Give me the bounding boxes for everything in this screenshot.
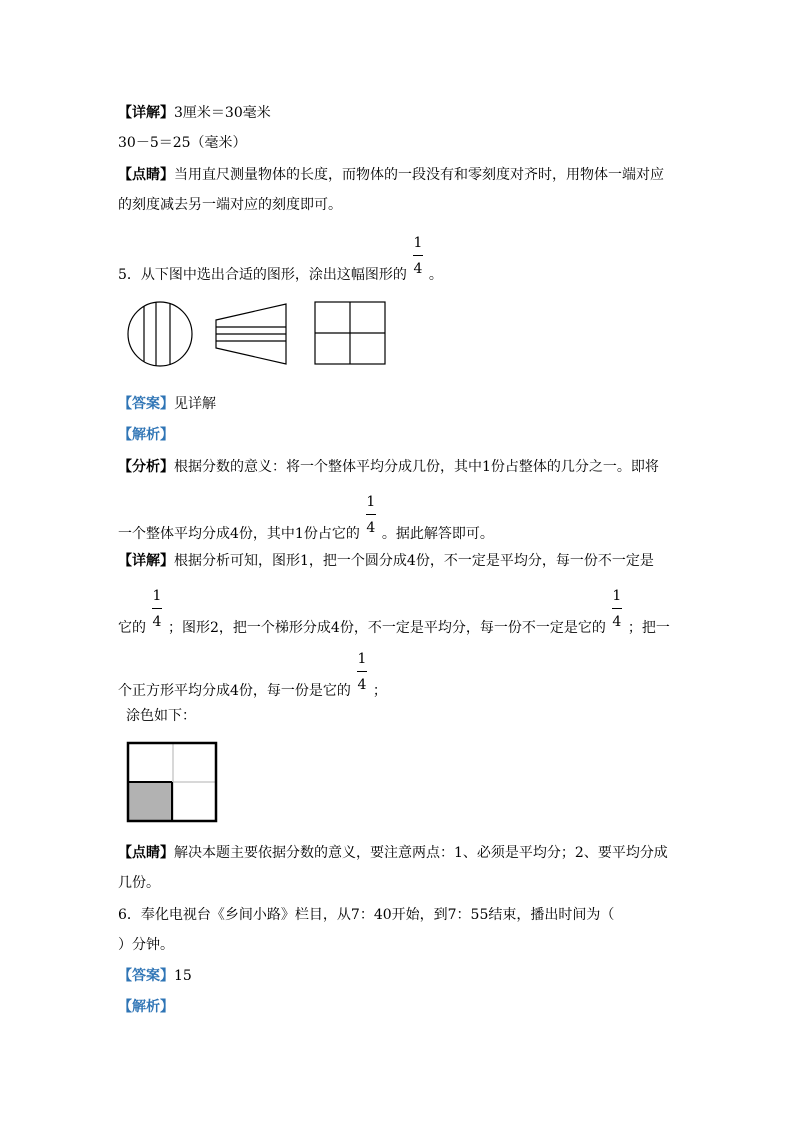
shape-options-figure [118,292,408,372]
text: 见详解 [174,396,216,412]
analyze-tag: 【分析】 [118,459,174,475]
detail-tag: 【详解】 [118,105,174,121]
point-tag: 【点睛】 [118,845,174,861]
point-line-2: 的刻度减去另一端对应的刻度即可。 [118,197,342,213]
text: ； [372,683,387,699]
question-6-line-1: 6．奉化电视台《乡间小路》栏目，从7：40开始，到7：55结束，播出时间为（ [118,907,615,923]
fraction-one-quarter [150,588,164,632]
text: 根据分数的意义：将一个整体平均分成几份，其中1份占整体的几分之一。即将 [174,459,659,475]
text: 15 [174,968,192,984]
detail-line-3 [118,551,654,571]
detail-tag: 【详解】 [118,553,174,569]
fraction-bar [152,608,162,609]
denominator: 4 [357,677,367,693]
answer-line-6 [118,966,192,986]
analysis-line [118,425,174,445]
answer-tag: 【答案】 [118,396,174,412]
point-line-4: 几份。 [118,875,160,891]
fraction-bar [357,671,367,672]
numerator: 1 [357,651,367,667]
text: 。 [428,267,443,283]
text: 一个整体平均分成4份，其中1份占它的 [118,526,360,542]
text: ；图形2，把一个梯形分成4份，不一定是平均分，每一份不一定是它的 [168,620,606,636]
fraction-one-quarter [610,588,624,632]
text: 根据分析可知，图形1，把一个圆分成4份，不一定是平均分，每一份不一定是 [174,553,654,569]
fraction-one-quarter [411,235,425,279]
text: 。据此解答即可。 [381,526,494,542]
text: 个正方形平均分成4份，每一份是它的 [118,683,351,699]
point-line-1 [118,165,664,185]
analyze-line-2 [118,494,494,544]
detail-line-1 [118,103,271,123]
square-shape [315,302,385,364]
numerator: 1 [413,235,423,251]
fraction-one-quarter [364,494,378,538]
point-tag: 【点睛】 [118,167,174,183]
text: 当用直尺测量物体的长度，而物体的一段没有和零刻度对齐时，用物体一端对应 [174,167,664,183]
text: 它的 [118,620,146,636]
text: 解决本题主要依据分数的意义，要注意两点：1、必须是平均分；2、要平均分成 [174,845,668,861]
denominator: 4 [366,520,376,536]
detail-line-4 [118,588,670,638]
shaded-quarter [128,782,172,821]
denominator: 4 [152,614,162,630]
trapezoid-shape [216,304,286,364]
question-5 [118,235,443,285]
fraction-bar [366,514,376,515]
analysis-tag: 【解析】 [118,427,174,443]
question-6-line-2: ）分钟。 [118,937,174,953]
fraction-bar [413,255,423,256]
fraction-bar [612,608,622,609]
point-line-3 [118,843,668,863]
coloring-intro: 涂色如下： [126,708,196,724]
fraction-one-quarter [355,651,369,695]
detail-line-2: 30－5＝25（毫米） [118,135,247,151]
answer-line [118,394,216,414]
numerator: 1 [612,588,622,604]
numerator: 1 [366,494,376,510]
text: 3厘米＝30毫米 [174,105,271,121]
denominator: 4 [413,261,423,277]
analysis-tag: 【解析】 [118,999,174,1015]
shaded-square-figure [126,741,218,823]
circle-shape [128,302,192,366]
numerator: 1 [152,588,162,604]
answer-tag: 【答案】 [118,968,174,984]
detail-line-5 [118,651,387,701]
analyze-line-1 [118,457,659,477]
text: ；把一 [627,620,670,636]
denominator: 4 [612,614,622,630]
analysis-line-6 [118,997,174,1017]
text: 5．从下图中选出合适的图形，涂出这幅图形的 [118,267,407,283]
